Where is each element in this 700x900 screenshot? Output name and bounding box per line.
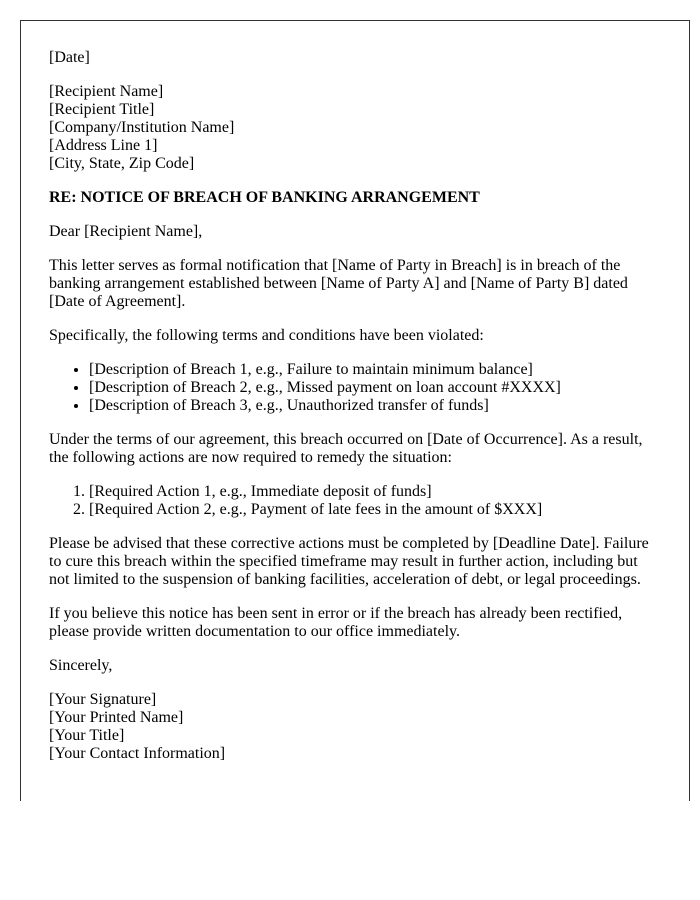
letter-page bbox=[20, 20, 690, 801]
letter-subject: RE: NOTICE OF BREACH OF BANKING ARRANGEMENT bbox=[49, 189, 480, 206]
recipient-title: [Recipient Title] bbox=[49, 101, 155, 118]
sender-signature: [Your Signature] bbox=[49, 691, 157, 708]
required-action-item: 2. [Required Action 2, e.g., Payment of late fees in the amount of $XXX] bbox=[89, 501, 661, 519]
required-actions-list bbox=[49, 483, 661, 519]
sender-block bbox=[49, 691, 661, 763]
breach-list bbox=[49, 361, 661, 415]
recipient-address-block bbox=[49, 83, 661, 173]
breach-list-item: • [Description of Breach 2, e.g., Missed payment on loan account #XXXX] bbox=[89, 379, 661, 397]
paragraph-occurrence: Under the terms of our agreement, this breach occurred on [Date of Occurrence]. As a result, the following actions are now required to remedy the situation: bbox=[49, 431, 643, 466]
breach-list-item: • [Description of Breach 1, e.g., Failure to maintain minimum balance] bbox=[89, 361, 661, 379]
recipient-address-line-1: [Address Line 1] bbox=[49, 137, 158, 154]
recipient-city-state-zip: [City, State, Zip Code] bbox=[49, 155, 195, 172]
paragraph-notification: This letter serves as formal notification that [Name of Party in Breach] is in breach of the banking arrangement established between [Name of Party A] and [Name of Party B] dated [Date of Agreement]. bbox=[49, 257, 628, 310]
recipient-company: [Company/Institution Name] bbox=[49, 119, 235, 136]
sender-contact-info: [Your Contact Information] bbox=[49, 745, 226, 762]
paragraph-deadline: Please be advised that these corrective actions must be completed by [Deadline Date]. Failure to cure this breach within the specified timeframe may result in further action, including but not limited to the suspension of banking facilities, acceleration of debt, or legal proceedings. bbox=[49, 535, 649, 588]
recipient-name: [Recipient Name] bbox=[49, 83, 164, 100]
paragraph-error-notice: If you believe this notice has been sent in error or if the breach has already been rectified, please provide written documentation to our office immediately. bbox=[49, 605, 623, 640]
required-action-item: 1. [Required Action 1, e.g., Immediate deposit of funds] bbox=[89, 483, 661, 501]
closing: Sincerely, bbox=[49, 657, 113, 674]
paragraph-violations-intro: Specifically, the following terms and conditions have been violated: bbox=[49, 327, 484, 344]
salutation: Dear [Recipient Name], bbox=[49, 223, 203, 240]
sender-printed-name: [Your Printed Name] bbox=[49, 709, 184, 726]
sender-title: [Your Title] bbox=[49, 727, 125, 744]
letter-date: [Date] bbox=[49, 49, 90, 66]
breach-list-item: • [Description of Breach 3, e.g., Unauthorized transfer of funds] bbox=[89, 397, 661, 415]
